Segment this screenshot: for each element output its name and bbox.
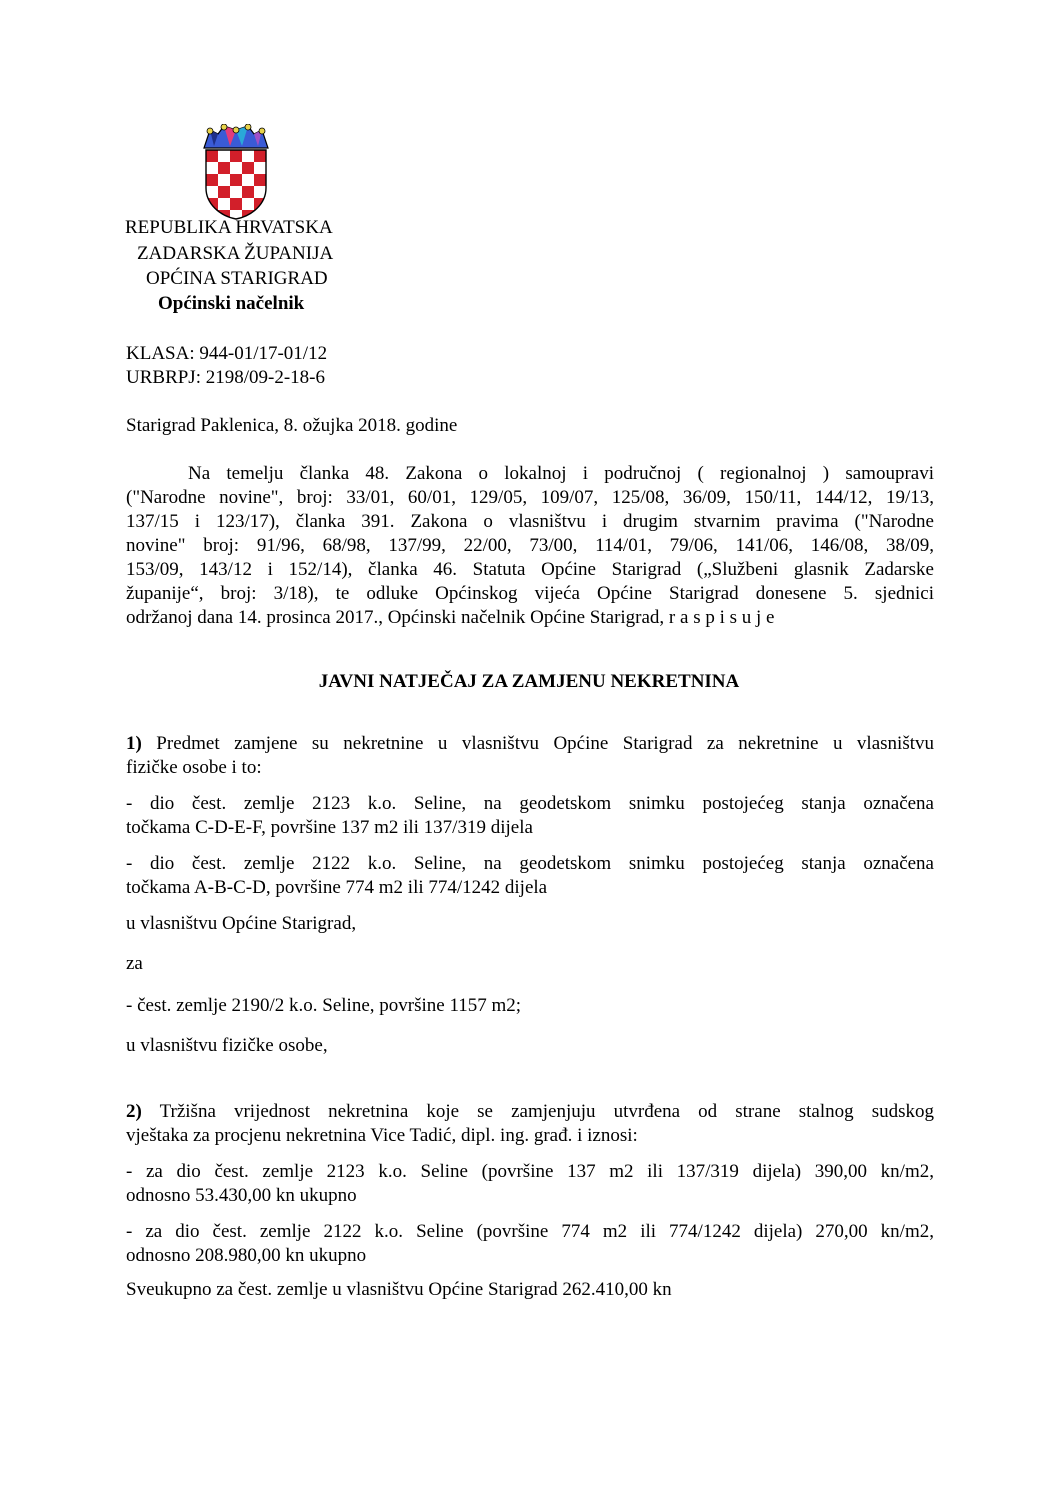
preamble-line: 153/09, 143/12 i 152/14), članka 46. Statuta Općine Starigrad („Službeni glasnik Zadarske	[126, 559, 934, 580]
section-1-number: 1)	[126, 733, 142, 754]
section-1-for: za	[126, 953, 143, 974]
preamble-line: novine" broj: 91/96, 68/98, 137/99, 22/00, 73/00, 114/01, 79/06, 141/06, 146/08, 38/09,	[126, 535, 934, 556]
preamble-line: održanoj dana 14. prosinca 2017., Općinski načelnik Općine Starigrad, r a s p i s u j e	[126, 607, 775, 628]
section-2-line: vještaka za procjenu nekretnina Vice Tadić, dipl. ing. građ. i iznosi:	[126, 1125, 638, 1146]
header-republic: REPUBLIKA HRVATSKA	[125, 217, 333, 238]
section-1-item-1: - dio čest. zemlje 2123 k.o. Seline, na geodetskom snimku postojećeg stanja označena točkama C-D-E-F, površine 137 m2 ili 137/319 dijela	[126, 793, 934, 838]
section-2-number: 2)	[126, 1101, 142, 1122]
section-2-item-1: - za dio čest. zemlje 2123 k.o. Seline (površine 137 m2 ili 137/319 dijela) 390,00 kn/m2, odnosno 53.430,00 kn ukupno	[126, 1161, 934, 1206]
preamble-line: Na temelju članka 48. Zakona o lokalnoj i područnoj ( regionalnoj ) samoupravi	[188, 463, 934, 484]
header-county: ZADARSKA ŽUPANIJA	[137, 243, 334, 264]
section-2-total: Sveukupno za čest. zemlje u vlasništvu Općine Starigrad 262.410,00 kn	[126, 1279, 672, 1300]
preamble-line: ("Narodne novine", broj: 33/01, 60/01, 129/05, 109/07, 125/08, 36/09, 150/11, 144/12, 19/13,	[126, 487, 934, 508]
date-line: Starigrad Paklenica, 8. ožujka 2018. godine	[126, 415, 458, 436]
preamble-line: 137/15 i 123/17), članka 391. Zakona o vlasništvu i drugim stvarnim pravima ("Narodne	[126, 511, 934, 532]
section-2-item-2: - za dio čest. zemlje 2122 k.o. Seline (površine 774 m2 ili 774/1242 dijela) 270,00 kn/m2, odnosno 208.980,00 kn ukupno	[126, 1221, 934, 1266]
preamble-paragraph	[126, 462, 934, 630]
section-1-line: fizičke osobe i to:	[126, 757, 262, 778]
section-2-line: 2) Tržišna vrijednost nekretnina koje se zamjenjuju utvrđena od strane stalnog sudskog	[126, 1101, 934, 1122]
section-1-owner-person: u vlasništvu fizičke osobe,	[126, 1035, 328, 1056]
urbroj-reference: URBRPJ: 2198/09-2-18-6	[126, 367, 325, 388]
document-title: JAVNI NATJEČAJ ZA ZAMJENU NEKRETNINA	[318, 671, 740, 692]
section-1-line: 1) Predmet zamjene su nekretnine u vlasništvu Općine Starigrad za nekretnine u vlasništvu	[126, 733, 934, 754]
section-1-owner-municipality: u vlasništvu Općine Starigrad,	[126, 913, 357, 934]
preamble-line: županije“, broj: 3/18), te odluke Općinskog vijeća Općine Starigrad donesene 5. sjednici	[126, 583, 934, 604]
section-1-item-2: - dio čest. zemlje 2122 k.o. Seline, na geodetskom snimku postojećeg stanja označena točkama A-B-C-D, površine 774 m2 ili 774/1242 dijela	[126, 853, 934, 898]
coat-of-arms-icon	[200, 124, 272, 220]
klasa-reference: KLASA: 944-01/17-01/12	[126, 343, 328, 364]
section-1-item-3: - čest. zemlje 2190/2 k.o. Seline, površine 1157 m2;	[126, 995, 522, 1016]
header-mayor: Općinski načelnik	[158, 293, 305, 314]
section-1-intro	[126, 732, 934, 780]
header-municipality: OPĆINA STARIGRAD	[146, 268, 328, 289]
section-2-intro	[126, 1100, 934, 1148]
